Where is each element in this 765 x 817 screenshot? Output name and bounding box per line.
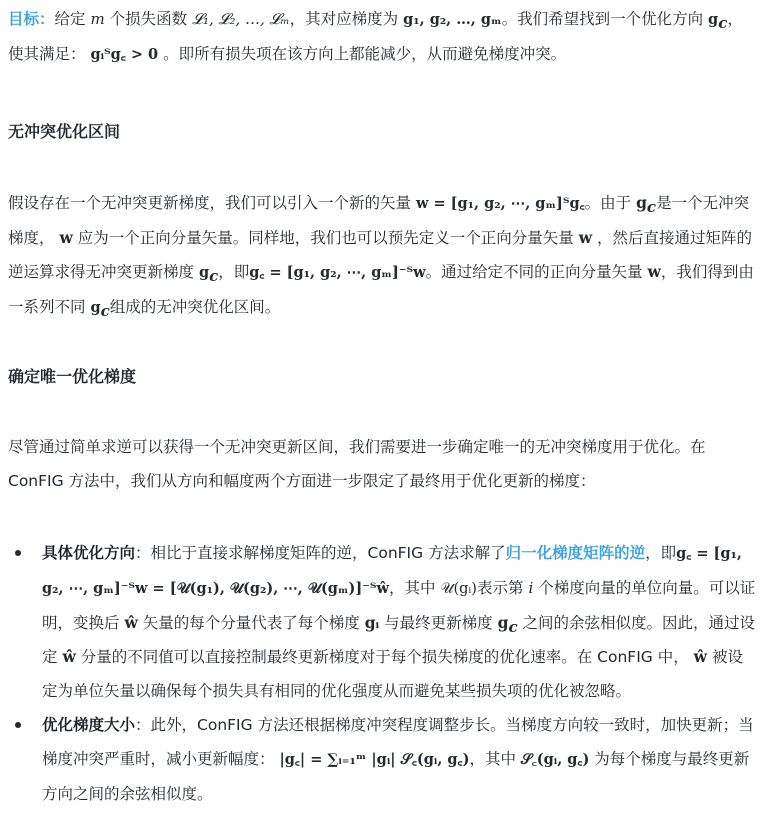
body-text: 组成的无冲突优化区间。 bbox=[109, 298, 281, 316]
body-text: ：此外，ConFIG 方法还根据梯度冲突程度调整步长。当梯度方向较一致时，加快更新；当梯度冲突严重时，减小更新幅度： bbox=[42, 716, 754, 768]
body-text: ，即 bbox=[645, 544, 677, 562]
body-text: 分量的不同值可以直接控制最终更新梯度对于每个损失梯度的优化速率。在 ConFIG 中， bbox=[80, 648, 689, 666]
math-grads: g₁, g₂, …, gₘ bbox=[403, 11, 502, 28]
math-w: w bbox=[59, 228, 73, 247]
math-w-eq: w = [g₁, g₂, ⋯, gₘ]ᵀg꜀ bbox=[415, 195, 585, 212]
body-text: 表示第 bbox=[476, 579, 524, 597]
list-item-direction bbox=[8, 536, 757, 708]
math-unit-vector: 𝒰(gᵢ) bbox=[440, 581, 477, 597]
body-text: 是一个无冲突梯度， bbox=[8, 194, 750, 247]
math-w-hat: ŵ bbox=[62, 647, 76, 666]
section2-paragraph: 尽管通过简单求逆可以获得一个无冲突更新区间，我们需要进一步确定唯一的无冲突梯度用于优化。在 ConFIG 方法中，我们从方向和幅度两个方面进一步限定了最终用于优化更新的梯度： bbox=[8, 438, 706, 490]
body-text: ，我们得到由一系列不同 bbox=[8, 263, 754, 316]
math-condition: gᵢᵀg꜀ > 0 bbox=[90, 46, 159, 63]
body-text: 之间的余弦相似度。因此，通过设定 bbox=[42, 614, 756, 666]
math-gi: gᵢ bbox=[364, 613, 380, 632]
math-direction-eq: g꜀ = [g₁, g₂, ⋯, gₘ]⁻ᵀw = [𝒰(g₁), 𝒰(g₂), ⋯, 𝒰(gₘ)]⁻ᵀŵ bbox=[42, 545, 742, 597]
math-m: m bbox=[90, 10, 105, 28]
body-text: ，然后直接通过矩阵的逆运算求得无冲突更新梯度 bbox=[8, 229, 752, 281]
intro-paragraph bbox=[8, 2, 757, 72]
section-heading: 无冲突优化区间 bbox=[8, 122, 121, 141]
intro-text: 给定 bbox=[54, 10, 86, 28]
math-losses: 𝓛₁, 𝓛₂, …, 𝓛ₘ bbox=[192, 10, 290, 28]
intro-text: 。即所有损失项在该方向上都能减少，从而避免梯度冲突。 bbox=[163, 45, 567, 63]
body-text: ：相比于直接求解梯度矩阵的逆，ConFIG 方法求解了 bbox=[135, 544, 506, 562]
math-gc: $g_c$ bbox=[90, 299, 110, 320]
body-text: 个梯度向量的单位向量。可以证明，变换后 bbox=[42, 579, 756, 632]
body-text: ，其中 bbox=[469, 750, 516, 768]
highlight-link[interactable]: 归一化梯度矩阵的逆 bbox=[505, 544, 646, 562]
math-gc: $g_c$ bbox=[708, 11, 728, 32]
body-text: 。由于 bbox=[584, 194, 632, 212]
math-gc: $g_c$ bbox=[198, 264, 219, 285]
body-text: 假设存在一个无冲突更新梯度，我们可以引入一个新的矢量 bbox=[8, 194, 412, 212]
section-heading: 确定唯一优化梯度 bbox=[8, 367, 137, 386]
math-gc: $g_c$ bbox=[636, 193, 657, 217]
math-cos-sim: 𝒮꜀(gᵢ, g꜀) bbox=[520, 751, 590, 768]
intro-text: ，其对应梯度为 bbox=[289, 10, 399, 28]
body-text: 应为一个正向分量矢量。同样地，我们也可以预先定义一个正向分量矢量 bbox=[77, 229, 574, 247]
bullet-title: 优化梯度大小 bbox=[42, 716, 136, 734]
section1-paragraph bbox=[8, 186, 757, 325]
intro-text: 个损失函数 bbox=[109, 10, 188, 28]
math-w-hat: ŵ bbox=[693, 647, 707, 666]
bullet-title: 具体优化方向 bbox=[42, 544, 136, 562]
body-text: ，其中 bbox=[388, 579, 436, 597]
body-text: 。通过给定不同的正向分量矢量 bbox=[425, 263, 643, 281]
intro-text: ，使其满足： bbox=[8, 10, 743, 63]
bullet-list bbox=[8, 536, 757, 811]
body-text: 被设定为单位矢量以确保每个损失具有相同的优化强度从而避免某些损失项的优化被忽略。 bbox=[42, 648, 743, 700]
math-w: w bbox=[647, 262, 661, 281]
math-gc: $g_c$ bbox=[497, 613, 518, 637]
list-item-magnitude bbox=[8, 708, 757, 811]
body-text: 矢量的每个分量代表了每个梯度 bbox=[142, 614, 360, 632]
math-magnitude-eq: |g꜀| = ∑ᵢ₌₁ᵐ |gᵢ| 𝒮꜀(gᵢ, g꜀) bbox=[279, 751, 470, 768]
math-w-hat: ŵ bbox=[124, 613, 138, 632]
body-text: ，即 bbox=[218, 263, 250, 281]
math-gc-eq: g꜀ = [g₁, g₂, ⋯, gₘ]⁻ᵀw bbox=[249, 264, 426, 281]
intro-text: 。我们希望找到一个优化方向 bbox=[501, 10, 704, 28]
goal-label: 目标： bbox=[8, 10, 55, 28]
math-w: w bbox=[578, 228, 593, 247]
math-i: i bbox=[528, 579, 534, 597]
body-text: 为每个梯度与最终更新方向之间的余弦相似度。 bbox=[42, 750, 750, 803]
body-text: 与最终更新梯度 bbox=[384, 614, 493, 632]
